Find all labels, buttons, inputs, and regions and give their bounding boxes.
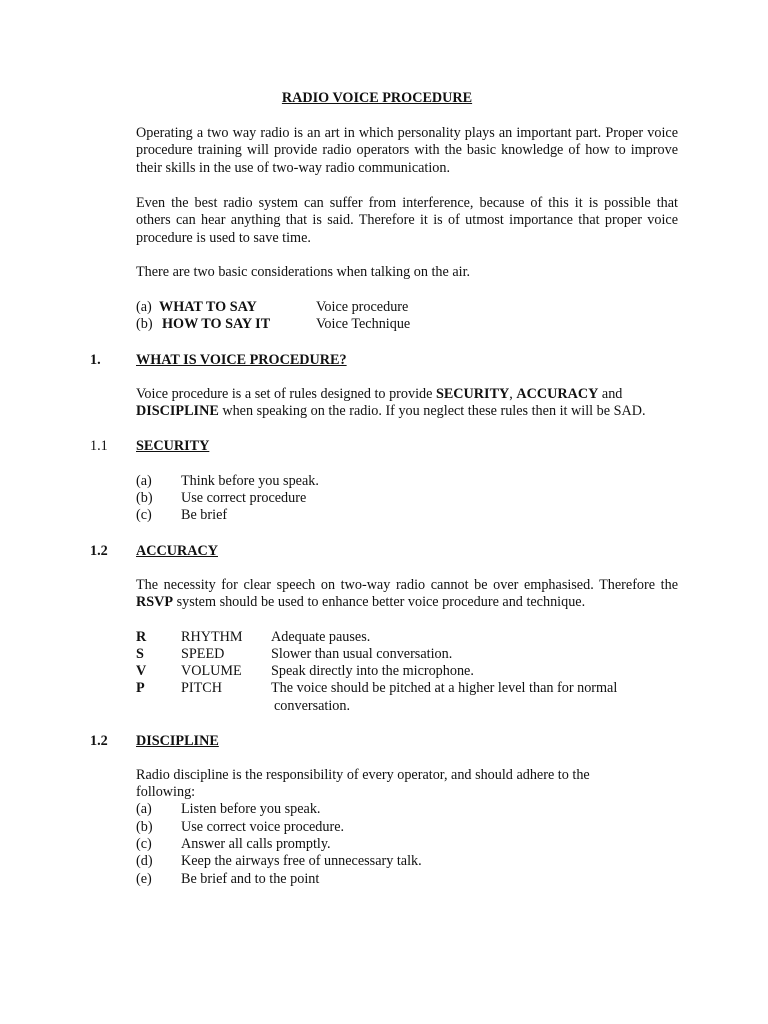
list-item-label: (d) (136, 853, 153, 869)
list-item-text: Be brief (181, 507, 228, 523)
consideration-label: (a) (136, 299, 152, 315)
consideration-description: Voice procedure (316, 299, 409, 315)
rsvp-description: Slower than usual conversation. (271, 646, 453, 662)
rsvp-letter: P (136, 680, 145, 696)
discipline-paragraph-line: following: (136, 784, 196, 800)
list-item-text: Be brief and to the point (181, 871, 320, 887)
consideration-description: Voice Technique (316, 316, 411, 332)
list-item-text: Keep the airways free of unnecessary talk. (181, 853, 422, 869)
section-heading: WHAT IS VOICE PROCEDURE? (136, 352, 347, 368)
document-title: RADIO VOICE PROCEDURE (281, 90, 473, 106)
subsection-heading: DISCIPLINE (136, 733, 219, 749)
list-item-label: (b) (136, 819, 153, 835)
subsection-number: 1.2 (90, 733, 108, 749)
list-item-text: Use correct procedure (181, 490, 307, 506)
rsvp-word: SPEED (181, 646, 225, 662)
accuracy-paragraph (136, 577, 678, 612)
rsvp-letter: S (136, 646, 144, 662)
list-item-label: (a) (136, 473, 152, 489)
subsection-heading: ACCURACY (136, 543, 218, 559)
paragraph-text: when speaking on the radio. If you neglect these rules then it will be SAD. (218, 403, 646, 420)
list-item-label: (e) (136, 871, 152, 887)
section-1-paragraph (136, 386, 678, 421)
discipline-paragraph-line: Radio discipline is the responsibility of every operator, and should adhere to the (136, 767, 590, 783)
intro-paragraph-1: Operating a two way radio is an art in which personality plays an important part. Proper voice procedure training will provide radio operators with the basic knowledge of how to improve their skills in the use of two-way radio communication. (136, 125, 678, 176)
paragraph-text: system should be used to enhance better voice procedure and technique. (173, 594, 586, 611)
intro-paragraph-2: Even the best radio system can suffer from interference, because of this it is possible that others can hear anything that is said. Therefore it is of utmost importance that proper voice procedure is used to save time. (136, 195, 678, 246)
keyword-security: SECURITY (435, 386, 510, 402)
rsvp-word: VOLUME (181, 663, 242, 679)
list-item-text: Answer all calls promptly. (181, 836, 331, 852)
consideration-title: WHAT TO SAY (159, 299, 257, 315)
rsvp-description: The voice should be pitched at a higher level than for normal (271, 680, 618, 696)
subsection-number: 1.2 (90, 543, 108, 559)
list-item-label: (c) (136, 507, 152, 523)
rsvp-word: PITCH (181, 680, 222, 696)
rsvp-letter: R (136, 629, 147, 645)
paragraph-text: and (598, 386, 623, 402)
rsvp-word: RHYTHM (181, 629, 243, 645)
rsvp-letter: V (136, 663, 147, 679)
paragraph-text: Voice procedure is a set of rules designed to provide (136, 386, 436, 402)
section-number: 1. (90, 352, 101, 368)
intro-paragraph-3: There are two basic considerations when talking on the air. (136, 264, 471, 280)
rsvp-description: Speak directly into the microphone. (271, 663, 474, 679)
rsvp-description: Adequate pauses. (271, 629, 371, 645)
consideration-title: HOW TO SAY IT (162, 316, 271, 332)
list-item-text: Use correct voice procedure. (181, 819, 345, 835)
list-item-label: (c) (136, 836, 152, 852)
list-item-label: (a) (136, 801, 152, 817)
paragraph-text: , (509, 386, 517, 402)
paragraph-text: The necessity for clear speech on two-way radio cannot be over emphasised. Therefore the (136, 577, 678, 593)
rsvp-description-continued: conversation. (274, 698, 351, 714)
list-item-label: (b) (136, 490, 153, 506)
consideration-label: (b) (136, 316, 153, 332)
keyword-discipline: DISCIPLINE (136, 403, 219, 420)
subsection-heading: SECURITY (136, 438, 210, 454)
subsection-number: 1.1 (90, 438, 108, 454)
keyword-rsvp: RSVP (136, 594, 174, 611)
list-item-text: Listen before you speak. (181, 801, 321, 817)
list-item-text: Think before you speak. (181, 473, 319, 489)
keyword-accuracy: ACCURACY (516, 386, 599, 402)
